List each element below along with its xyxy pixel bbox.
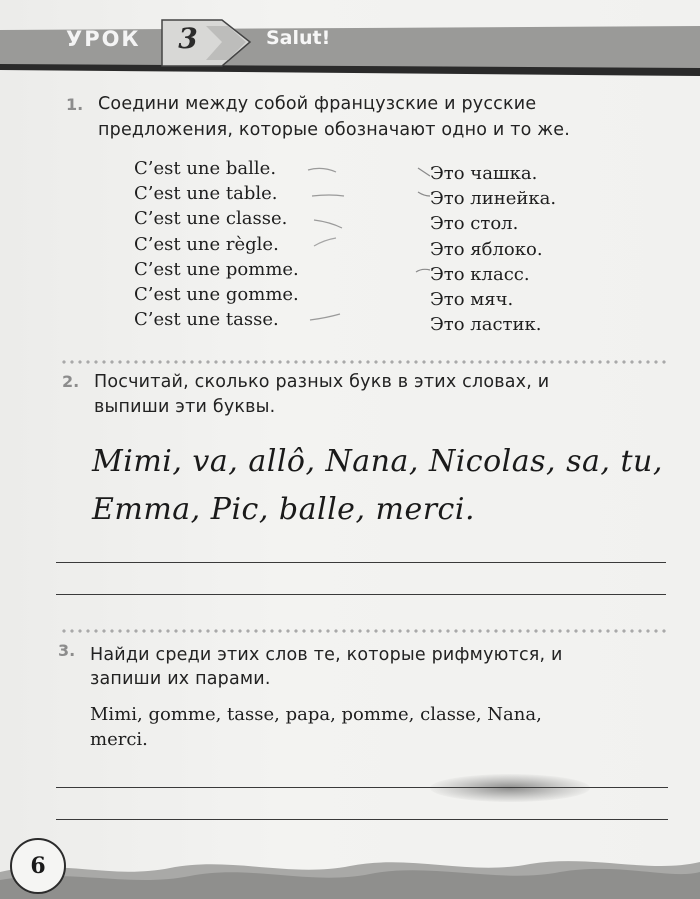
french-sentences-list [134,156,299,332]
lesson-number: 3 [178,22,198,55]
french-sentence: C’est une classe. [134,208,288,230]
task-3-instruction-line2: запиши их парами. [90,669,271,689]
task-1-number: 1. [66,95,84,114]
russian-sentence: Это линейка. [430,188,557,210]
rhyme-words-line1: Mimi, gomme, tasse, papa, pomme, classe, Nana, [90,704,542,725]
task-3-number: 3. [58,641,76,660]
russian-sentence: Это класс. [430,263,530,285]
answer-line [56,562,666,563]
rhyme-words-line2: merci. [90,729,148,750]
russian-sentences-list [430,161,556,337]
french-sentence: C’est une pomme. [134,258,299,280]
lesson-word: УРОК [66,27,141,51]
answer-line [56,594,666,595]
french-sentence: C’est une table. [134,183,278,205]
russian-sentence: Это ластик. [430,314,542,336]
task-2-instruction-line1: Посчитай, сколько разных букв в этих словах, и [94,372,550,392]
russian-sentence: Это мяч. [430,288,514,310]
french-sentence: C’est une balle. [134,158,277,179]
task-2-number: 2. [62,372,80,391]
script-words-line2: Emma, Pic, balle, merci. [92,492,475,527]
russian-sentence: Это чашка. [430,163,538,184]
section-divider [60,360,670,364]
footer-wave-decoration [0,850,700,899]
section-divider [60,629,670,633]
task-1-instruction-line2: предложения, которые обозначают одно и то же. [98,120,570,140]
answer-line [56,819,668,820]
pencil-smudge [430,774,590,802]
russian-sentence: Это стол. [430,213,519,235]
lesson-title: Salut! [266,27,331,49]
page-number: 6 [30,853,46,879]
task-1-instruction-line1: Соедини между собой французские и русские [98,94,537,114]
pencil-marks [300,160,440,330]
task-3-instruction-line1: Найди среди этих слов те, которые рифмуются, и [90,645,563,665]
french-sentence: C’est une règle. [134,233,279,255]
french-sentence: C’est une tasse. [134,309,279,331]
french-sentence: C’est une gomme. [134,283,299,305]
page-number-badge [10,838,66,894]
russian-sentence: Это яблоко. [430,238,543,260]
script-words-line1: Mimi, va, allô, Nana, Nicolas, sa, tu, [92,444,663,479]
task-2-instruction-line2: выпиши эти буквы. [94,397,276,417]
